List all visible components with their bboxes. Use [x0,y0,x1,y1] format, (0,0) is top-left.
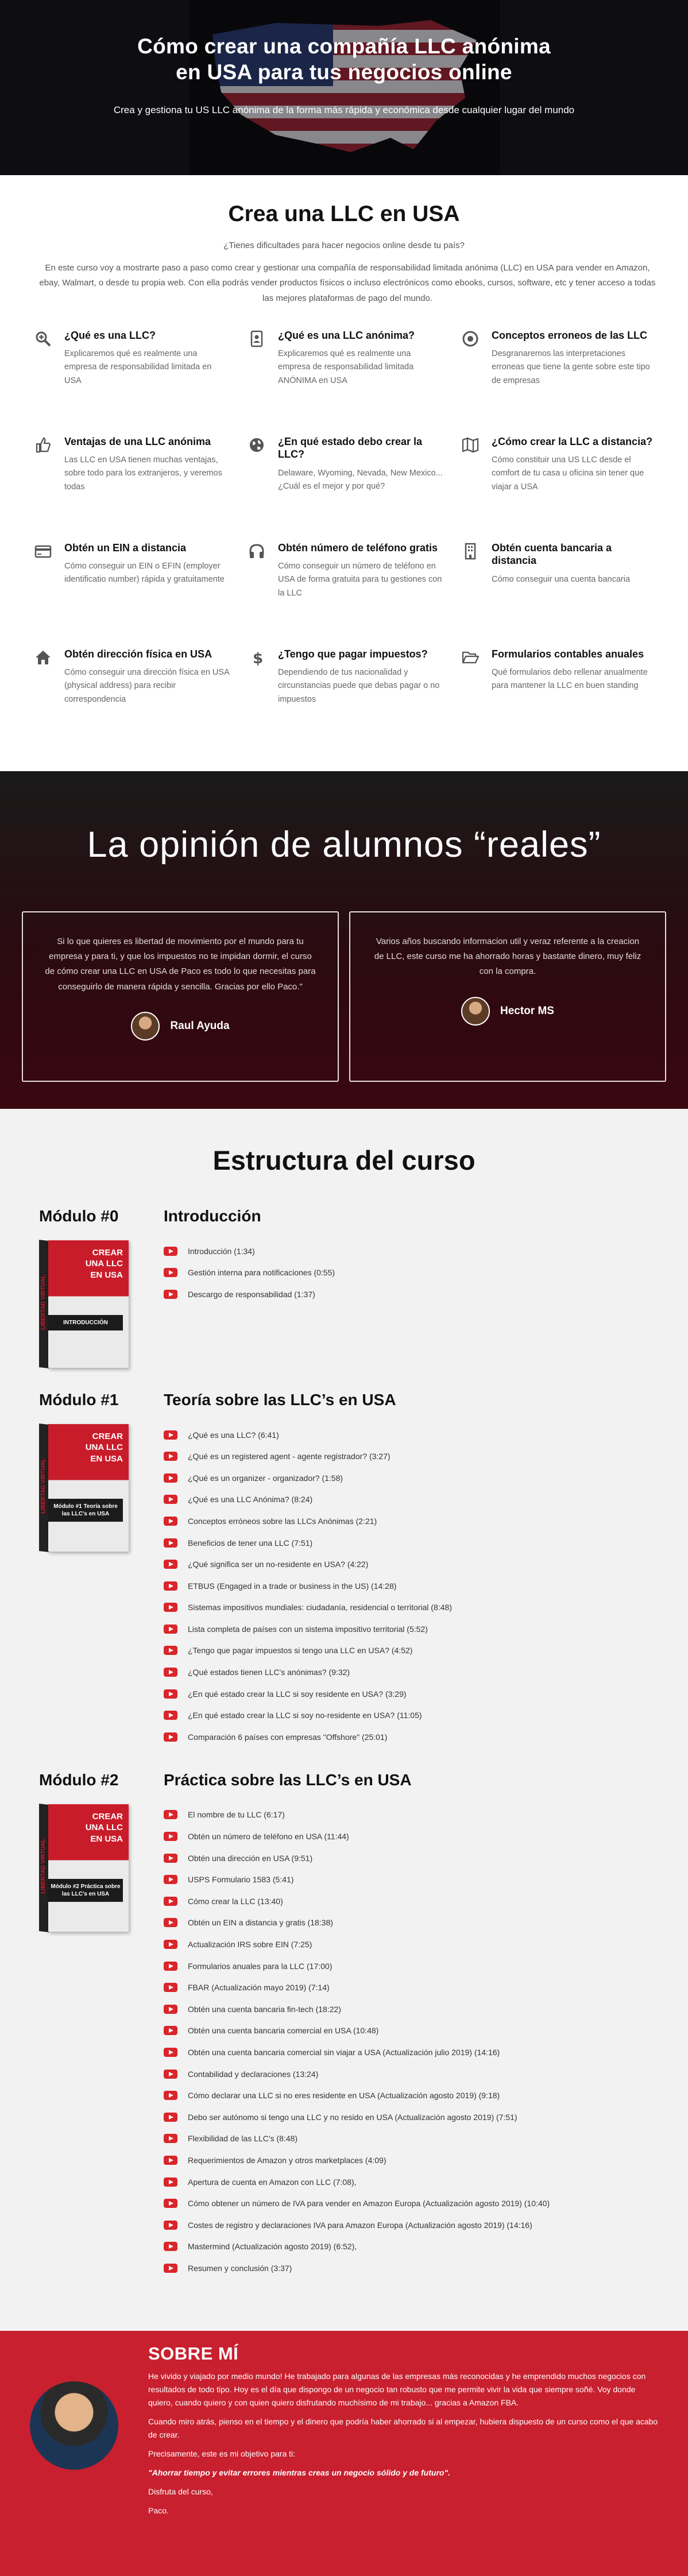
cover-title: CREAR UNA LLC EN USA [85,1247,123,1280]
lesson-title: Obtén una cuenta bancaria fin-tech (18:22) [188,2004,341,2014]
globe-icon [248,435,278,541]
about-paragraph: Cuando miro atrás, pienso en el tiempo y el dinero que podría haber ahorrado si al empezar, hubiera dispuesto de un curso como el que acabo de crear. [148,2417,658,2440]
feature-item [34,435,248,541]
lesson-title: Actualización IRS sobre EIN (7:25) [188,1940,312,1950]
lesson-item[interactable] [164,2257,550,2279]
about-paragraph: He vivido y viajado por medio mundo! He trabajado para algunas de las empresas más reconocidas y he emprendido muchos negocios con resultados de todo tipo. Hoy es el día que dispongo de un negocio tan robusto que me permite vivir la vida que siempre soñé. Voy donde quiero, cuando quiero y con quien quiero disfrutando muchísimo de mi trabajo... gracias a Amazon FBA. [148,2371,646,2407]
lesson-item[interactable] [164,2214,550,2236]
feature-title: Formularios contables anuales [492,648,644,660]
feature-title: Ventajas de una LLC anónima [64,435,211,447]
youtube-play-icon [164,1517,177,1526]
youtube-play-icon [164,1646,177,1655]
youtube-play-icon [164,1290,177,1299]
youtube-play-icon [164,1560,177,1569]
lesson-item[interactable] [164,2106,550,2128]
module-left [39,1391,164,1748]
lesson-title: Obtén una dirección en USA (9:51) [188,1853,313,1863]
lesson-title: ¿En qué estado crear la LLC si soy residente en USA? (3:29) [188,1689,407,1699]
lesson-item[interactable] [164,1683,452,1705]
llc-title: Crea una LLC en USA [228,202,460,226]
module-label: Módulo #0 [39,1206,119,1225]
lesson-title: ¿Qué significa ser un no-residente en USA? (4:22) [188,1560,369,1569]
lesson-title: Introducción (1:34) [188,1246,255,1256]
lesson-title: Lista completa de países con un sistema impositivo territorial (5:52) [188,1624,428,1634]
hero-subtitle: Crea y gestiona tu US LLC anónima de la forma más rápida y económica desde cualquier lugar del mundo [113,105,575,116]
youtube-play-icon [164,1832,177,1841]
feature-title: Obtén número de teléfono gratis [278,541,438,554]
lesson-item[interactable] [164,2171,550,2193]
module-left [39,1771,164,2279]
lesson-item[interactable] [164,1640,452,1662]
lesson-item[interactable] [164,1704,452,1726]
svg-text:$: $ [253,649,264,666]
youtube-play-icon [164,1962,177,1971]
dot-circle-icon [462,329,492,435]
lesson-title: ¿Qué es un organizer - organizador? (1:58) [188,1473,343,1483]
id-badge-icon [248,329,278,435]
lesson-item[interactable] [164,1424,452,1446]
testimonial-card [22,911,339,1082]
testimonial-card [349,911,666,1082]
youtube-play-icon [164,2091,177,2100]
lesson-title: Contabilidad y declaraciones (13:24) [188,2069,319,2079]
module-label: Módulo #2 [39,1770,119,1789]
module-title: Práctica sobre las LLC’s en USA [164,1770,412,1789]
feature-text: Explicaremos qué es realmente una empresa de responsabilidad limitada en USA [64,349,212,385]
lesson-item[interactable] [164,2020,550,2042]
cover-title: CREAR UNA LLC EN USA [85,1431,123,1464]
feature-item [462,435,675,541]
about-paragraph: Precisamente, este es mi objetivo para ti: [148,2449,296,2459]
feature-title: ¿Tengo que pagar impuestos? [278,648,428,660]
youtube-play-icon [164,1854,177,1863]
lesson-title: Formularios anuales para la LLC (17:00) [188,1961,333,1971]
about-section [0,2331,688,2576]
youtube-play-icon [164,1473,177,1483]
lesson-item[interactable] [164,2063,550,2085]
lesson-title: Debo ser autónomo si tengo una LLC y no resido en USA (Actualización agosto 2019) (7:51) [188,2112,517,2122]
lesson-item[interactable] [164,1804,550,1826]
lesson-title: Flexibilidad de las LLC's (8:48) [188,2134,297,2144]
feature-title: ¿En qué estado debo crear la LLC? [278,435,423,461]
course-structure-section [0,1109,688,2331]
features-grid [34,329,654,754]
lesson-title: Gestión interna para notificaciones (0:55) [188,1268,335,1278]
lesson-title: Mastermind (Actualización agosto 2019) (6:52), [188,2242,357,2252]
feature-item [248,329,462,435]
lesson-item[interactable] [164,1998,550,2020]
youtube-play-icon [164,1897,177,1906]
lesson-title: El nombre de tu LLC (6:17) [188,1810,285,1820]
lesson-item[interactable] [164,1933,550,1955]
lesson-title: Beneficios de tener una LLC (7:51) [188,1538,313,1548]
cover-label: INTRODUCCIÓN [48,1315,123,1330]
lesson-title: Comparación 6 países con empresas "Offshore" (25:01) [188,1732,388,1742]
testimonial-text: Si lo que quieres es libertad de movimiento por el mundo para tu empresa y para ti, y que los impuestos no te impidan dormir, el curso de cómo crear una LLC en USA de Paco es todo lo que necesitas para conseguirlo de manera rápida y sencilla. Gracias por ello Paco." [45,936,316,992]
youtube-play-icon [164,2242,177,2251]
lesson-title: Obtén un número de teléfono en USA (11:44) [188,1832,349,1842]
home-icon [34,648,64,754]
lesson-item[interactable] [164,1283,335,1305]
feature-text: Cómo conseguir una dirección física en USA (physical address) para recibir correspondencia [64,668,229,704]
feature-title: Obtén cuenta bancaria a distancia [492,541,612,567]
module-label: Módulo #1 [39,1390,119,1409]
about-paragraph: Disfruta del curso, [148,2487,213,2497]
feature-title: ¿Cómo crear la LLC a distancia? [492,435,653,447]
lesson-item[interactable] [164,1532,452,1554]
lesson-title: ¿Qué es una LLC? (6:41) [188,1430,279,1440]
about-title: SOBRE MÍ [148,2343,239,2364]
lesson-item[interactable] [164,1240,335,1262]
lesson-item[interactable] [164,1262,335,1283]
feature-text: Cómo conseguir un EIN o EFIN (employer identificatio number) rápida y gratuitamente [64,562,225,585]
lesson-title: Cómo declarar una LLC si no eres residente en USA (Actualización agosto 2019) (9:18) [188,2091,500,2101]
course-module [39,1771,688,2279]
lesson-title: Cómo crear la LLC (13:40) [188,1896,283,1906]
youtube-play-icon [164,2221,177,2230]
lesson-item[interactable] [164,1467,452,1489]
feature-item [462,648,675,754]
testimonials-title: La opinión de alumnos “reales” [87,824,601,865]
feature-text: Explicaremos qué es realmente una empresa de responsabilidad limitada ANÓNIMA en USA [278,349,414,385]
lesson-title: Obtén una cuenta bancaria comercial sin viajar a USA (Actualización julio 2019) (14:16) [188,2047,500,2057]
lesson-title: ¿Qué es una LLC Anónima? (8:24) [188,1495,313,1504]
lesson-item[interactable] [164,1489,452,1511]
testimonial-author [44,1012,317,1041]
map-icon [462,435,492,541]
module-right [164,1771,550,2279]
lesson-title: Sistemas impositivos mundiales: ciudadanía, residencial o territorial (8:48) [188,1603,452,1612]
folder-open-icon [462,648,492,754]
llc-question: ¿Tienes dificultades para hacer negocios online desde tu país? [223,241,465,250]
youtube-play-icon [164,2199,177,2208]
youtube-play-icon [164,1810,177,1819]
lesson-item[interactable] [164,2084,550,2106]
lesson-item[interactable] [164,1726,452,1748]
feature-item [34,648,248,754]
youtube-play-icon [164,1581,177,1591]
lesson-item[interactable] [164,1912,550,1934]
youtube-play-icon [164,1689,177,1699]
youtube-play-icon [164,1538,177,1548]
feature-item [34,329,248,435]
lesson-title: Costes de registro y declaraciones IVA para Amazon Europa (Actualización agosto 2019) (14:16) [188,2220,532,2230]
youtube-play-icon [164,2048,177,2057]
cover-label: Módulo #1 Teoría sobre las LLC's en USA [48,1499,123,1522]
about-quote: "Ahorrar tiempo y evitar errores mientras creas un negocio sólido y de futuro". [148,2468,450,2478]
author-photo [30,2381,118,2470]
hero-title: Cómo crear una compañía LLC anónima en USA para tus negocios online [137,34,551,84]
lesson-title: Cómo obtener un número de IVA para vender en Amazon Europa (Actualización agosto 2019) (10:40) [188,2199,550,2208]
lesson-item[interactable] [164,1890,550,1912]
modules-list [39,1207,688,2279]
testimonial-author [371,997,644,1026]
youtube-play-icon [164,1624,177,1634]
thumbs-up-icon [34,435,64,541]
lesson-item[interactable] [164,1510,452,1532]
module-left [39,1207,164,1368]
feature-item [462,541,675,648]
lesson-title: Apertura de cuenta en Amazon con LLC (7:08), [188,2177,357,2187]
llc-section [0,175,688,771]
module-cover-image [39,1240,129,1368]
avatar [131,1012,160,1041]
youtube-play-icon [164,1875,177,1884]
youtube-play-icon [164,1268,177,1277]
feature-title: Obtén un EIN a distancia [64,541,187,554]
youtube-play-icon [164,2113,177,2122]
youtube-play-icon [164,1430,177,1440]
credit-card-icon [34,541,64,648]
youtube-play-icon [164,1668,177,1677]
lesson-title: ¿Qué estados tienen LLC's anónimas? (9:32) [188,1668,350,1677]
testimonials-list [0,911,688,1082]
cover-spine-text: LIBERTAD VIRTUAL [40,1274,47,1330]
youtube-play-icon [164,1940,177,1949]
feature-item [248,435,462,541]
lesson-list [164,1240,335,1305]
youtube-play-icon [164,2177,177,2187]
lesson-item[interactable] [164,2041,550,2063]
youtube-play-icon [164,1711,177,1720]
course-title: Estructura del curso [212,1144,476,1175]
about-signature: Paco. [148,2506,169,2516]
module-cover-image [39,1424,129,1552]
feature-text: Qué formularios debo rellenar anualmente para mantener la LLC en buen standing [492,668,648,691]
feature-item [248,648,462,754]
feature-title: Obtén dirección física en USA [64,648,212,660]
youtube-play-icon [164,1247,177,1256]
youtube-play-icon [164,1603,177,1612]
feature-item [248,541,462,648]
lesson-title: ETBUS (Engaged in a trade or business in the US) (14:28) [188,1581,397,1591]
lesson-item[interactable] [164,1825,550,1847]
lesson-item[interactable] [164,1553,452,1575]
lesson-item[interactable] [164,1977,550,1998]
lesson-title: Obtén un EIN a distancia y gratis (18:38) [188,1918,333,1928]
cover-spine-text: LIBERTAD VIRTUAL [40,1838,47,1894]
testimonials-section [0,771,688,1109]
lesson-title: Requerimientos de Amazon y otros marketplaces (4:09) [188,2155,386,2165]
feature-title: Conceptos erroneos de las LLC [492,329,648,341]
feature-title: ¿Qué es una LLC anónima? [278,329,415,341]
lesson-title: Resumen y conclusión (3:37) [188,2263,292,2273]
youtube-play-icon [164,2070,177,2079]
lesson-list [164,1424,452,1748]
youtube-play-icon [164,2134,177,2143]
lesson-title: Conceptos erróneos sobre las LLCs Anónimas (2:21) [188,1516,377,1526]
feature-text: Cómo conseguir un número de teléfono en USA de forma gratuita para tu gestiones con la LLC [278,562,442,598]
youtube-play-icon [164,1732,177,1742]
module-title: Introducción [164,1206,261,1225]
lesson-title: Descargo de responsabilidad (1:37) [188,1289,315,1299]
lesson-item[interactable] [164,1955,550,1977]
lesson-item[interactable] [164,2192,550,2214]
cover-title: CREAR UNA LLC EN USA [85,1811,123,1844]
feature-text: Cómo conseguir una cuenta bancaria [492,574,631,584]
lesson-list [164,1804,550,2279]
youtube-play-icon [164,2005,177,2014]
youtube-play-icon [164,2156,177,2165]
lesson-item[interactable] [164,2128,550,2150]
cover-spine-text: LIBERTAD VIRTUAL [40,1458,47,1514]
youtube-play-icon [164,1983,177,1992]
lesson-title: FBAR (Actualización mayo 2019) (7:14) [188,1983,330,1993]
lesson-title: ¿Tengo que pagar impuestos si tengo una LLC en USA? (4:52) [188,1646,413,1656]
llc-intro: En este curso voy a mostrarte paso a paso como crear y gestionar una compañía de responsabilidad limitada anónima (LLC) en USA para vender en Amazon, ebay, Walmart, o desde tu propia web. Con ella podrás vender productos físicos o incluso electrónicos como ebooks, cursos, software, etc y tener acceso a todas las mejores plataformas de pago del mundo. [39,263,656,303]
feature-text: Delaware, Wyoming, Nevada, New Mexico...¿Cuál es el mejor y por qué? [278,468,443,491]
module-right [164,1391,452,1748]
lesson-item[interactable] [164,1597,452,1619]
course-module [39,1207,688,1368]
lesson-title: ¿Qué es un registered agent - agente registrador? (3:27) [188,1452,391,1461]
feature-text: Cómo constituir una US LLC desde el comfort de tu casa u oficina sin tener que viajar a USA [492,455,644,492]
lesson-title: Obtén una cuenta bancaria comercial en USA (10:48) [188,2026,379,2036]
feature-text: Desgranaremos las interpretaciones erroneas que tiene la gente sobre este tipo de empresas [492,349,650,385]
module-title: Teoría sobre las LLC’s en USA [164,1390,396,1409]
avatar [461,997,490,1026]
building-icon [462,541,492,648]
feature-title: ¿Qué es una LLC? [64,329,156,341]
feature-text: Dependiendo de tus nacionalidad y circunstancias puede que debas pagar o no impuestos [278,668,440,704]
youtube-play-icon [164,2264,177,2273]
youtube-play-icon [164,1452,177,1461]
author-name: Hector MS [500,1004,554,1017]
lesson-item[interactable] [164,2149,550,2171]
dollar-icon [248,648,278,754]
feature-text: Las LLC en USA tienen muchas ventajas, sobre todo para los extranjeros, y veremos todas [64,455,222,492]
lesson-item[interactable] [164,1575,452,1597]
cover-label: Módulo #2 Práctica sobre las LLC's en USA [48,1879,123,1902]
lesson-item[interactable] [164,1618,452,1640]
author-name: Raul Ayuda [170,1019,230,1032]
module-cover-image [39,1804,129,1932]
lesson-item[interactable] [164,1869,550,1890]
lesson-title: USPS Formulario 1583 (5:41) [188,1875,294,1885]
lesson-item[interactable] [164,1661,452,1683]
module-right [164,1207,335,1368]
youtube-play-icon [164,1495,177,1504]
youtube-play-icon [164,1918,177,1927]
search-plus-icon [34,329,64,435]
headphones-icon [248,541,278,648]
lesson-item[interactable] [164,1847,550,1869]
lesson-item[interactable] [164,2236,550,2258]
lesson-title: ¿En qué estado crear la LLC si soy no-residente en USA? (11:05) [188,1711,422,1720]
lesson-item[interactable] [164,1445,452,1467]
hero-banner [0,0,688,175]
youtube-play-icon [164,2026,177,2035]
course-module [39,1391,688,1748]
feature-item [34,541,248,648]
testimonial-text: Varios años buscando informacion util y veraz referente a la creacion de LLC, este curso me ha ahorrado horas y bastante dinero, muy feliz con la compra. [374,936,641,977]
feature-item [462,329,675,435]
